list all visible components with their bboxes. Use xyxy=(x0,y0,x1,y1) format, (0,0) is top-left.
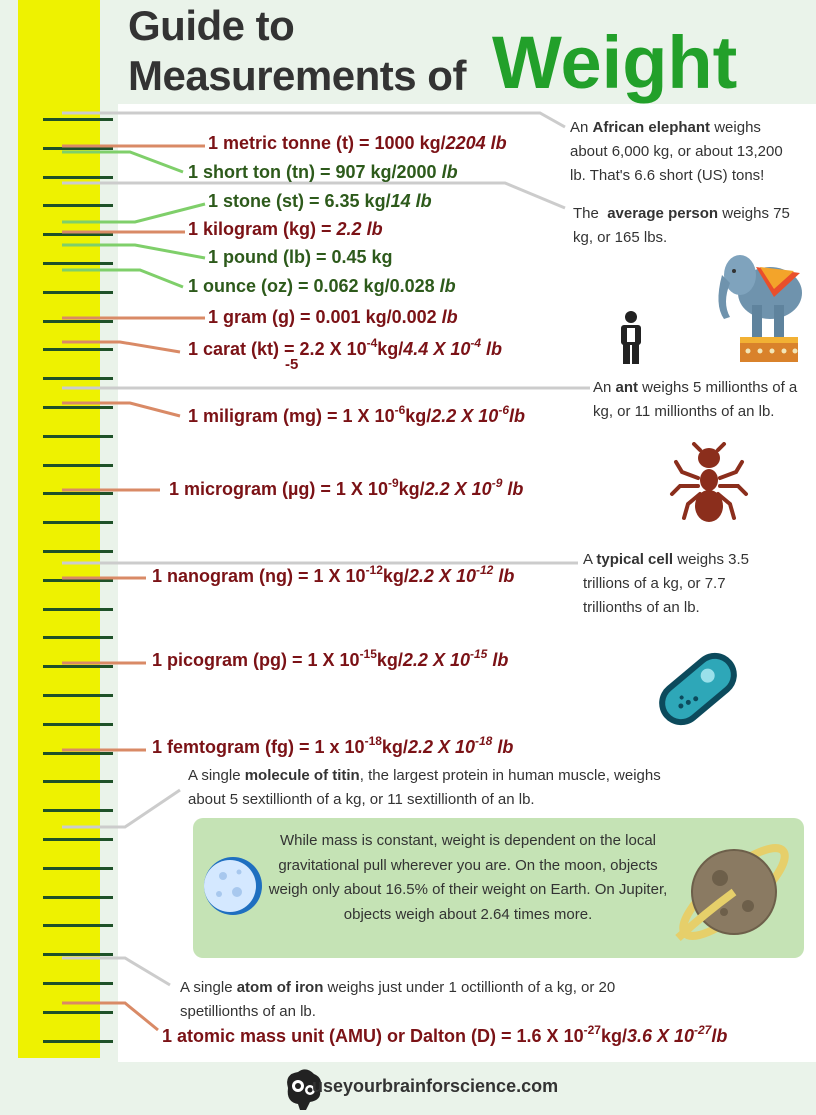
measure-nanogram: 1 nanogram (ng) = 1 X $10^{-12}kg/2.2$ X $10^{-12}$ lb xyxy=(152,563,515,586)
planet-icon xyxy=(664,828,804,956)
footer-url[interactable]: useyourbrainforscience.com xyxy=(312,1076,559,1096)
note-cell: A typical cell weighs 3.5 trillions of a kg, or 7.7 trillionths of an lb. xyxy=(583,551,749,616)
connector-ounce xyxy=(62,270,183,287)
connector-stone xyxy=(62,204,205,222)
note-titin: A single molecule of titin, the largest protein in human muscle, weighs about 5 sextillionth of a kg, or 11 sextillionth of an lb. xyxy=(188,767,661,808)
measure-gram: 1 gram (g) = 0.001 kg/0.002 lb xyxy=(208,307,458,327)
note-person: The average person weighs 75 kg, or 165 lbs. xyxy=(573,205,790,246)
measure-microgram: 1 microgram (µg) = 1 X $10^{-9}kg/2.2$ X $10^{-9}$ lb xyxy=(169,476,524,499)
measure-metric-tonne: 1 metric tonne (t) = 1000 kg/2204 lb xyxy=(208,133,507,153)
measure-amu: 1 atomic mass unit (AMU) or Dalton (D) = 1.6 X $10^{-27}kg/3.6$ X $10^{-27}lb$ xyxy=(162,1023,728,1046)
connector-titin xyxy=(62,790,180,827)
connector-elephant xyxy=(62,113,565,127)
connector-short-ton xyxy=(62,152,183,172)
measure-ounce: 1 ounce (oz) = 0.062 kg/0.028 lb xyxy=(188,276,456,296)
measure-carat-stray: -5 xyxy=(285,356,299,373)
measure-short-ton: 1 short ton (tn) = 907 kg/2000 lb xyxy=(188,162,458,182)
cell-icon xyxy=(650,645,746,733)
connector-amu xyxy=(62,1003,158,1030)
elephant-icon xyxy=(710,245,810,367)
connector-miligram xyxy=(62,403,180,416)
connector-iron xyxy=(62,958,170,985)
measure-picogram: 1 picogram (pg) = 1 X $10^{-15}kg/2.2$ X $10^{-15}$ lb xyxy=(152,647,509,670)
measure-carat: 1 carat (kt) = 2.2 X $10^{-4}kg/4.4$ X $10^{-4}$ lb xyxy=(188,336,503,359)
measure-miligram: 1 miligram (mg) = 1 X $10^{-6}kg/2.2$ X $10^{-6}lb$ xyxy=(188,403,525,426)
ant-icon xyxy=(668,442,750,526)
measure-pound: 1 pound (lb) = 0.45 kg xyxy=(208,247,393,267)
measure-femtogram: 1 femtogram (fg) = 1 x $10^{-18}kg/2.2$ X $10^{-18}$ lb xyxy=(152,734,514,757)
connector-pound xyxy=(62,245,205,258)
gravity-note: While mass is constant, weight is dependent on the local gravitational pull wherever you are. On the moon, objects weigh only about 16.5% of their weight on Earth. On Jupiter, objects weigh about 2.64 times more. xyxy=(268,832,668,923)
moon-icon xyxy=(203,856,263,916)
title-line-2: Measurements of xyxy=(128,52,466,99)
title-emphasis: Weight xyxy=(492,21,738,104)
note-ant: An ant weighs 5 millionths of a kg, or 11 millionths of an lb. xyxy=(593,379,798,420)
measure-stone: 1 stone (st) = 6.35 kg/14 lb xyxy=(208,191,432,211)
note-elephant: An African elephant weighs about 6,000 kg, or about 13,200 lb. That's 6.6 short (US) tons! xyxy=(570,119,783,184)
connector-carat xyxy=(62,342,180,352)
title-line-1: Guide to xyxy=(128,2,295,49)
person-icon xyxy=(617,310,645,366)
note-iron: A single atom of iron weighs just under 1 octillionth of a kg, or 20 spetillionths of an lb. xyxy=(180,979,616,1020)
measure-kilogram: 1 kilogram (kg) = 2.2 lb xyxy=(188,219,383,239)
